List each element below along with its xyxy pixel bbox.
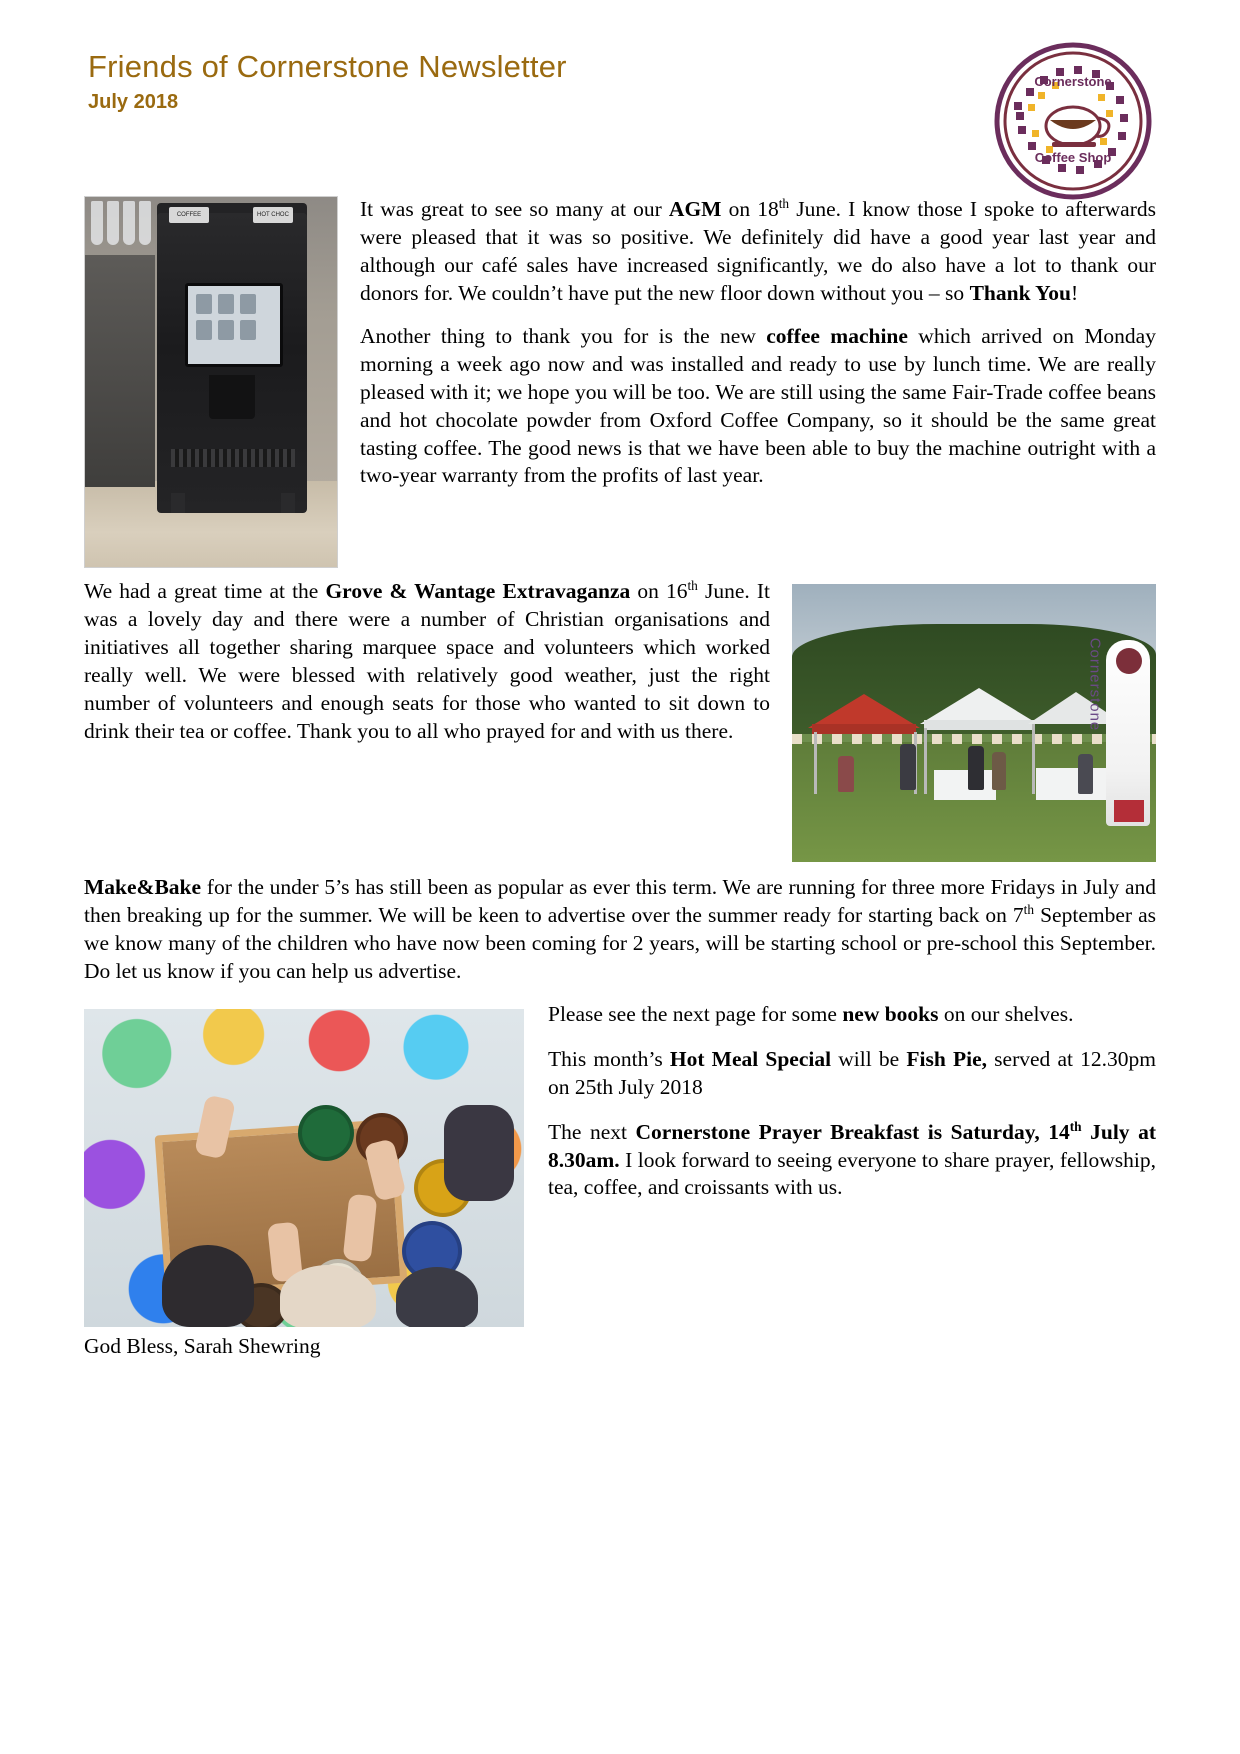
- p2-text-a: Another thing to thank you for is the new: [360, 323, 767, 348]
- document-body: [84, 196, 1156, 1375]
- p1-thankyou-bold: Thank You: [969, 280, 1071, 305]
- p7-text-a: The next: [548, 1119, 636, 1144]
- make-and-bake-photo: [84, 1009, 524, 1327]
- p6-bold-hot-meal: Hot Meal Special: [669, 1046, 832, 1071]
- p7-bold-b: July at 8.30am.: [548, 1119, 1156, 1172]
- svg-text:Cornerstone: Cornerstone: [1034, 74, 1112, 89]
- paragraph-make-and-bake: [84, 874, 1156, 986]
- p4-text-b: September as we know many of the children who have now been coming for 2 years, will be starting school or pre-school this September. Do let us know if you can help us advertise.: [84, 902, 1156, 983]
- p2-bold: coffee machine: [766, 323, 908, 348]
- banner-text: Cornerstone: [1086, 637, 1104, 732]
- p1-text-c: June. I know those I spoke to afterwards were pleased that it was so positive. We definitely did have a good year last year and although our café sales have increased significantly, we do also have a lot to thank our donors for. We couldn’t have put the new floor down without you – so: [360, 197, 1156, 305]
- p6-bold-fish-pie: Fish Pie,: [906, 1046, 987, 1071]
- document-header: [88, 48, 1048, 114]
- p3-ordinal: th: [687, 578, 698, 593]
- p7-bold-a: Cornerstone Prayer Breakfast is Saturday, 14: [635, 1119, 1070, 1144]
- issue-date: July 2018: [88, 91, 179, 114]
- p3-text-b: on 16: [630, 579, 688, 603]
- section-agm-and-coffee-machine: [84, 196, 1156, 574]
- p7-ordinal: th: [1069, 1118, 1082, 1134]
- p5-text-b: on our shelves.: [938, 1001, 1074, 1026]
- paragraph-signoff: God Bless, Sarah Shewring: [84, 1333, 321, 1358]
- section-make-and-bake: [84, 874, 1156, 1333]
- section-grove-wantage: [84, 578, 1156, 870]
- p3-text-c: June. It was a lovely day and there were a number of Christian organisations and initiatives all together sharing marquee space and volunteers which worked really well. We were blessed with relatively good weather, just the right number of volunteers and enough seats for those who wanted to sit down to drink their tea or coffee. Thank you to all who prayed for and with us there.: [84, 579, 771, 743]
- grove-wantage-photo: [792, 584, 1156, 862]
- p6-text-b: will be: [831, 1046, 907, 1071]
- machine-coffee-label: COFFEE: [169, 207, 209, 223]
- p1-text-d: !: [1070, 280, 1079, 305]
- p4-bold: Make&Bake: [84, 875, 202, 899]
- page-title: Friends of Cornerstone Newsletter: [88, 49, 567, 84]
- p3-text-a: We had a great time at the: [84, 579, 326, 603]
- p4-text-a: for the under 5’s has still been as popular as ever this term. We are running for three more Fridays in July and then breaking up for the summer. We will be keen to advertise over the summer ready for starting back on 7: [84, 875, 1156, 927]
- p4-ordinal: th: [1023, 901, 1035, 917]
- p6-text-a: This month’s: [548, 1046, 670, 1071]
- p3-bold: Grove & Wantage Extravaganza: [325, 579, 631, 603]
- p5-text-a: Please see the next page for some: [548, 1001, 843, 1026]
- p1-ordinal: th: [778, 196, 790, 211]
- section-signoff: [84, 1333, 1156, 1361]
- svg-text:Coffee Shop: Coffee Shop: [1034, 150, 1112, 165]
- p1-text-b: on 18: [721, 197, 779, 221]
- p5-bold: new books: [842, 1001, 939, 1026]
- p6-text-c: served at 12.30pm on 25th July 2018: [548, 1046, 1156, 1099]
- coffee-machine-photo: [84, 196, 338, 568]
- p7-text-b: I look forward to seeing everyone to share prayer, fellowship, tea, coffee, and croissants with us.: [548, 1147, 1156, 1200]
- p2-text-b: which arrived on Monday morning a week ago now and was installed and ready to use by lunch time. We are really pleased with it; we hope you will be too. We are still using the same Fair-Trade coffee beans and hot chocolate powder from Oxford Coffee Company, so it should be the same great tasting coffee. The good news is that we have been able to buy the machine outright with a two-year warranty from the profits of last year.: [360, 323, 1156, 488]
- p1-agm-bold: AGM: [668, 197, 722, 221]
- cornerstone-coffee-shop-logo: [994, 42, 1152, 200]
- machine-hotchoc-label: HOT CHOC: [253, 207, 293, 223]
- p1-text-a: It was great to see so many at our: [360, 197, 669, 221]
